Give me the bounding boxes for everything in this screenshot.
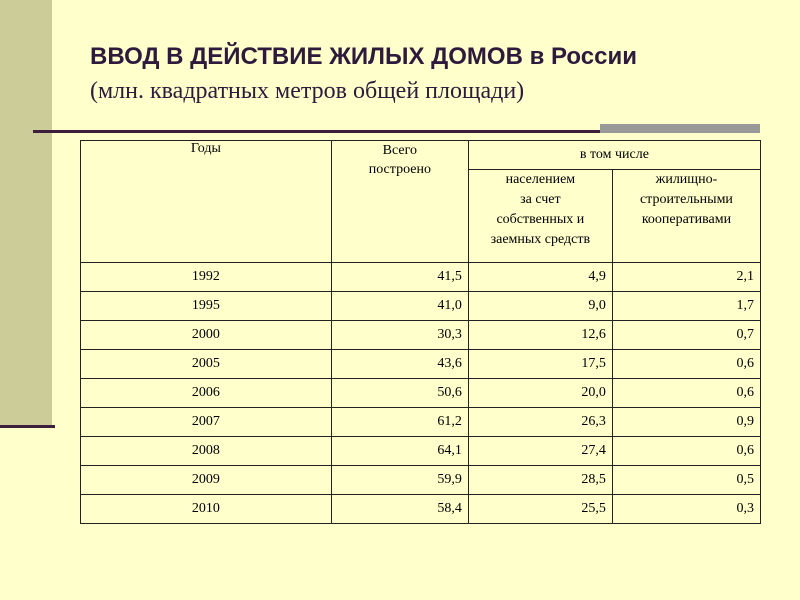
- table-row: [81, 408, 761, 437]
- header-population-line3: собственных и: [496, 212, 585, 227]
- cell-coop: 2,1: [612, 263, 760, 292]
- cell-year: 2007: [81, 408, 332, 437]
- cell-year: 2006: [81, 379, 332, 408]
- table-row: [81, 292, 761, 321]
- cell-coop: 0,5: [612, 466, 760, 495]
- cell-population: 27,4: [468, 437, 612, 466]
- cell-year: 1992: [81, 263, 332, 292]
- left-decor-bar: [0, 0, 52, 425]
- cell-total: 41,5: [331, 263, 468, 292]
- cell-total: 59,9: [331, 466, 468, 495]
- header-total-line2: построено: [368, 162, 431, 177]
- table-row: [81, 495, 761, 524]
- header-including: в том числе: [468, 141, 760, 170]
- header-total: [331, 141, 468, 263]
- header-population-line4: заемных средств: [490, 232, 591, 247]
- cell-year: 1995: [81, 292, 332, 321]
- cell-coop: 0,6: [612, 350, 760, 379]
- cell-year: 2009: [81, 466, 332, 495]
- header-row-1: [81, 141, 761, 170]
- header-years: Годы: [81, 141, 332, 263]
- cell-population: 20,0: [468, 379, 612, 408]
- cell-population: 4,9: [468, 263, 612, 292]
- header-population-line1: населением: [505, 172, 576, 187]
- cell-total: 30,3: [331, 321, 468, 350]
- cell-coop: 0,6: [612, 379, 760, 408]
- housing-table: [80, 140, 761, 524]
- slide-title: [90, 42, 770, 106]
- header-cooperatives: [612, 170, 760, 263]
- header-coop-line2: строительными: [639, 192, 733, 207]
- cell-total: 50,6: [331, 379, 468, 408]
- title-main: ВВОД В ДЕЙСТВИЕ ЖИЛЫХ ДОМОВ в России: [90, 43, 637, 70]
- table-row: [81, 263, 761, 292]
- cell-year: 2010: [81, 495, 332, 524]
- cell-coop: 0,7: [612, 321, 760, 350]
- header-coop-line3: кооперативами: [641, 212, 732, 227]
- cell-coop: 0,9: [612, 408, 760, 437]
- table-row: [81, 379, 761, 408]
- cell-population: 9,0: [468, 292, 612, 321]
- cell-population: 26,3: [468, 408, 612, 437]
- cell-total: 64,1: [331, 437, 468, 466]
- left-decor-line: [0, 425, 55, 428]
- cell-coop: 0,6: [612, 437, 760, 466]
- header-coop-line1: жилищно-: [655, 172, 718, 187]
- cell-total: 41,0: [331, 292, 468, 321]
- cell-population: 28,5: [468, 466, 612, 495]
- cell-year: 2008: [81, 437, 332, 466]
- cell-year: 2000: [81, 321, 332, 350]
- cell-population: 12,6: [468, 321, 612, 350]
- cell-total: 61,2: [331, 408, 468, 437]
- divider-accent-block: [600, 124, 760, 133]
- header-population-line2: за счет: [520, 192, 561, 207]
- header-population: [468, 170, 612, 263]
- cell-coop: 1,7: [612, 292, 760, 321]
- header-total-line1: Всего: [382, 143, 418, 158]
- cell-total: 43,6: [331, 350, 468, 379]
- table-row: [81, 466, 761, 495]
- cell-population: 17,5: [468, 350, 612, 379]
- cell-year: 2005: [81, 350, 332, 379]
- table-row: [81, 350, 761, 379]
- cell-total: 58,4: [331, 495, 468, 524]
- title-subtitle: (млн. квадратных метров общей площади): [90, 78, 525, 104]
- cell-coop: 0,3: [612, 495, 760, 524]
- cell-population: 25,5: [468, 495, 612, 524]
- table-row: [81, 321, 761, 350]
- table-row: [81, 437, 761, 466]
